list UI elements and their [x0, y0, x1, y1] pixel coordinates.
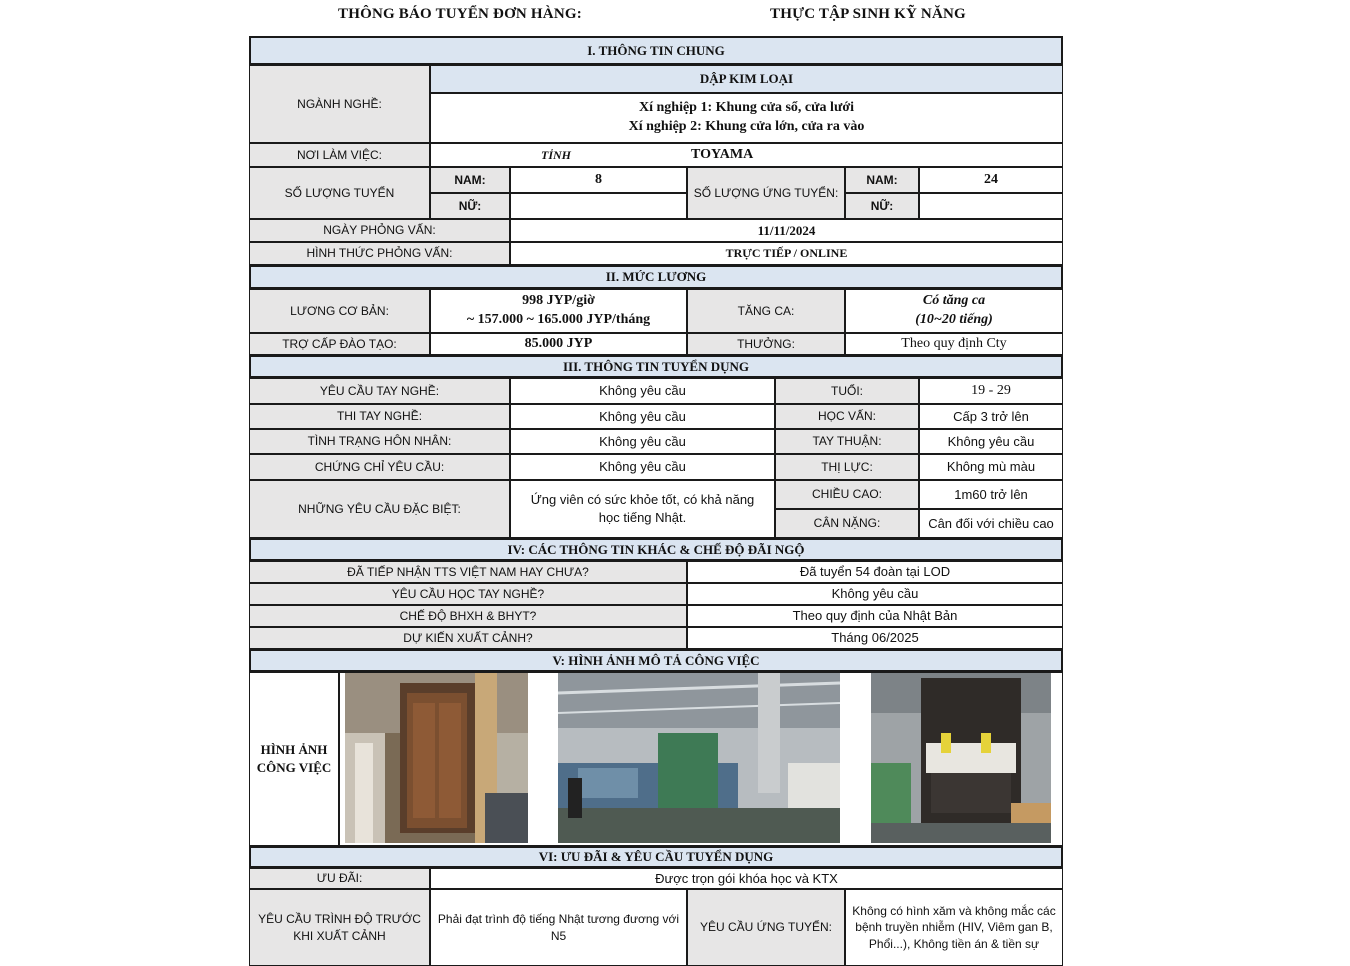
other-label: DỰ KIẾN XUẤT CẢNH? [249, 627, 687, 649]
section-benefits-title: VI: ƯU ĐÃI & YÊU CẦU TUYỂN DỤNG [249, 846, 1063, 868]
other-label: ĐÃ TIẾP NHẬN TTS VIỆT NAM HAY CHƯA? [249, 561, 687, 583]
req-value: Không yêu cầu [510, 429, 775, 454]
interview-date-label: NGÀY PHỎNG VẤN: [249, 219, 510, 242]
order-sheet [249, 36, 1063, 966]
other-value: Tháng 06/2025 [687, 627, 1063, 649]
workplace-value [430, 143, 1063, 167]
quota-female-value [510, 193, 687, 219]
application-req-label: YÊU CẦU ỨNG TUYỂN: [687, 889, 845, 966]
req-label: THI TAY NGHỀ: [249, 404, 510, 429]
section-general-title: I. THÔNG TIN CHUNG [249, 36, 1063, 65]
photos-label-line-1: HÌNH ẢNH [260, 742, 328, 758]
req-value: Không yêu cầu [510, 454, 775, 480]
height-value: 1m60 trở lên [919, 480, 1063, 509]
pre-departure-level-label: YÊU CẦU TRÌNH ĐỘ TRƯỚC KHI XUẤT CẢNH [249, 889, 430, 966]
other-value: Không yêu cầu [687, 583, 1063, 605]
req-value: Cấp 3 trở lên [919, 404, 1063, 429]
req-value: Không yêu cầu [919, 429, 1063, 454]
section-recruitment-title: III. THÔNG TIN TUYỂN DỤNG [249, 355, 1063, 378]
other-value: Đã tuyển 54 đoàn tại LOD [687, 561, 1063, 583]
other-label: YÊU CẦU HỌC TAY NGHỀ? [249, 583, 687, 605]
req-label: YÊU CẦU TAY NGHỀ: [249, 378, 510, 404]
req-label: TAY THUẬN: [775, 429, 919, 454]
weight-value: Cân đối với chiều cao [919, 509, 1063, 538]
weight-label: CÂN NẶNG: [775, 509, 919, 538]
factory-list [430, 93, 1063, 143]
applicants-female-label: NỮ: [845, 193, 919, 219]
work-photo-door-frame [345, 673, 528, 843]
req-label: HỌC VẤN: [775, 404, 919, 429]
overtime-label: TĂNG CA: [687, 289, 845, 333]
quota-male-label: NAM: [430, 167, 510, 193]
photos-label-line-2: CÔNG VIỆC [256, 760, 332, 775]
application-req-value: Không có hình xăm và không mắc các bệnh truyền nhiễm (HIV, Viêm gan B, Phổi...), Không tiền án & tiền sự [845, 889, 1063, 966]
interview-format-label: HÌNH THỨC PHỎNG VẤN: [249, 242, 510, 265]
province-label: TỈNH [541, 147, 571, 162]
interview-date-value: 11/11/2024 [510, 219, 1063, 242]
workplace-label: NƠI LÀM VIỆC: [249, 143, 430, 167]
benefits-label: ƯU ĐÃI: [249, 868, 430, 889]
overtime-line-2: (10~20 tiếng) [915, 312, 993, 327]
work-photo-factory-line [558, 673, 840, 843]
section-salary-title: II. MỨC LƯƠNG [249, 265, 1063, 289]
special-req-label: NHỮNG YÊU CẦU ĐẶC BIỆT: [249, 480, 510, 538]
quota-label: SỐ LƯỢNG TUYỂN [249, 167, 430, 219]
province-value: TOYAMA [691, 146, 754, 162]
overtime-value [845, 289, 1063, 333]
quota-female-label: NỮ: [430, 193, 510, 219]
salary-monthly: ~ 157.000 ~ 165.000 JYP/tháng [466, 312, 651, 327]
overtime-line-1: Có tăng ca [922, 293, 986, 309]
req-value: Không yêu cầu [510, 378, 775, 404]
base-salary-label: LƯƠNG CƠ BẢN: [249, 289, 430, 333]
interview-format-value: TRỰC TIẾP / ONLINE [510, 242, 1063, 265]
special-req-value: Ứng viên có sức khỏe tốt, có khả năng học tiếng Nhật. [510, 480, 775, 538]
applicants-female-value [919, 193, 1063, 219]
section-photos-title: V: HÌNH ẢNH MÔ TẢ CÔNG VIỆC [249, 649, 1063, 672]
bonus-label: THƯỞNG: [687, 333, 845, 355]
req-value: Không yêu cầu [510, 404, 775, 429]
other-value: Theo quy định của Nhật Bản [687, 605, 1063, 627]
req-label: TÌNH TRẠNG HÔN NHÂN: [249, 429, 510, 454]
benefits-value: Được trọn gói khóa học và KTX [430, 868, 1063, 889]
req-value: Không mù màu [919, 454, 1063, 480]
header-program-title: THỰC TẬP SINH KỸ NĂNG [770, 6, 966, 22]
applicants-male-value: 24 [919, 167, 1063, 193]
photos-label [249, 672, 339, 846]
applicants-male-label: NAM: [845, 167, 919, 193]
work-photo-frame-rack [871, 673, 1051, 843]
applicants-label: SỐ LƯỢNG ỨNG TUYỂN: [687, 167, 845, 219]
bonus-value: Theo quy định Cty [845, 333, 1063, 355]
quota-male-value: 8 [510, 167, 687, 193]
training-allowance-label: TRỢ CẤP ĐÀO TẠO: [249, 333, 430, 355]
industry-value: DẬP KIM LOẠI [430, 65, 1063, 93]
salary-hourly: 998 JYP/giờ [522, 293, 595, 309]
base-salary-value [430, 289, 687, 333]
req-label: THỊ LỰC: [775, 454, 919, 480]
section-other-title: IV: CÁC THÔNG TIN KHÁC & CHẾ ĐỘ ĐÃI NGỘ [249, 538, 1063, 561]
training-allowance-value: 85.000 JYP [430, 333, 687, 355]
factory-2: Xí nghiệp 2: Khung cửa lớn, cửa ra vào [628, 119, 865, 134]
header-order-title: THÔNG BÁO TUYỂN ĐƠN HÀNG: [338, 6, 582, 22]
req-value: 19 - 29 [919, 378, 1063, 404]
industry-label: NGÀNH NGHỀ: [249, 65, 430, 143]
other-label: CHẾ ĐỘ BHXH & BHYT? [249, 605, 687, 627]
req-label: CHỨNG CHỈ YÊU CẦU: [249, 454, 510, 480]
pre-departure-level-value: Phải đạt trình độ tiếng Nhật tương đương với N5 [430, 889, 687, 966]
req-label: TUỔI: [775, 378, 919, 404]
factory-1: Xí nghiệp 1: Khung cửa sổ, cửa lưới [639, 100, 854, 116]
height-label: CHIỀU CAO: [775, 480, 919, 509]
